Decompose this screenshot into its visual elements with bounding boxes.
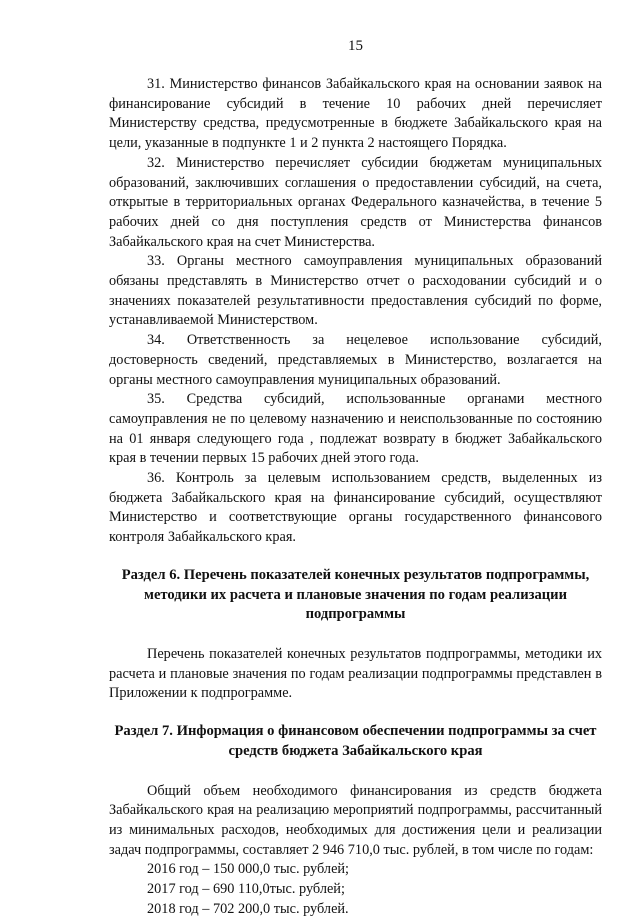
funding-year-2017: 2017 год – 690 110,0тыс. рублей; xyxy=(147,881,345,898)
funding-year-2018: 2018 год – 702 200,0 тыс. рублей. xyxy=(147,900,349,917)
paragraph-34: 34. Ответственность за нецелевое использование субсидий, достоверность сведений, представляемых в Министерство, возлагается на органы местного самоуправления муниципальных образований. xyxy=(109,332,602,388)
section-6-text: Перечень показателей конечных результатов подпрограммы, методики их расчета и плановые значения по годам реализации подпрограммы представлен в Приложении к подпрограмме. xyxy=(109,645,602,702)
spacer xyxy=(109,704,602,722)
page-number: 15 xyxy=(348,38,363,54)
paragraph-31: 31. Министерство финансов Забайкальского края на основании заявок на финансирование субсидий в течение 10 рабочих дней перечисляет Министерству средства, предусмотренные в бюджете Забайкальского края на цели, указанные в подпункте 1 и 2 пункта 2 настоящего Порядка. xyxy=(109,76,602,152)
section-6-heading: Раздел 6. Перечень показателей конечных результатов подпрограммы, методики их расчета и плановые значения по годам реализации подпрограммы xyxy=(121,566,590,623)
spacer xyxy=(109,548,602,566)
spacer xyxy=(109,625,602,645)
paragraph-36: 36. Контроль за целевым использованием средств, выделенных из бюджета Забайкальского края на финансирование субсидий, осуществляют Министерство и соответствующие органы государственного финансового контроля Забайкальского края. xyxy=(109,470,602,546)
section-7-text: Общий объем необходимого финансирования из средств бюджета Забайкальского края на реализацию мероприятий подпрограммы, рассчитанный из минимальных расходов, необходимых для достижения цели и реализации задач подпрограммы, составляет 2 946 710,0 тыс. рублей, в том числе по годам: xyxy=(109,782,602,858)
paragraph-32: 32. Министерство перечисляет субсидии бюджетам муниципальных образований, заключивших соглашения о предоставлении субсидий, на счета, открытые в территориальных органах Федерального казначейства, в течение 5 рабочих дней со дня поступления средств от Министерства финансов Забайкальского края на счет Министерства. xyxy=(109,154,602,250)
paragraph-35: 35. Средства субсидий, использованные органами местного самоуправления не по целевому назначению и неиспользованные по состоянию на 01 января следующего года , подлежат возврату в бюджет Забайкальского края в течении первых 15 рабочих дней этого года. xyxy=(109,391,602,467)
spacer xyxy=(109,762,602,782)
section-7-heading: Раздел 7. Информация о финансовом обеспечении подпрограммы за счет средств бюджета Забайкальского края xyxy=(114,723,597,759)
paragraph-33: 33. Органы местного самоуправления муниципальных образований обязаны представлять в Министерство отчет о расходовании субсидий и о значениях показателей результативности предоставления субсидий по форме, устанавливаемой Министерством. xyxy=(109,253,602,329)
funding-year-2016: 2016 год – 150 000,0 тыс. рублей; xyxy=(147,861,350,878)
